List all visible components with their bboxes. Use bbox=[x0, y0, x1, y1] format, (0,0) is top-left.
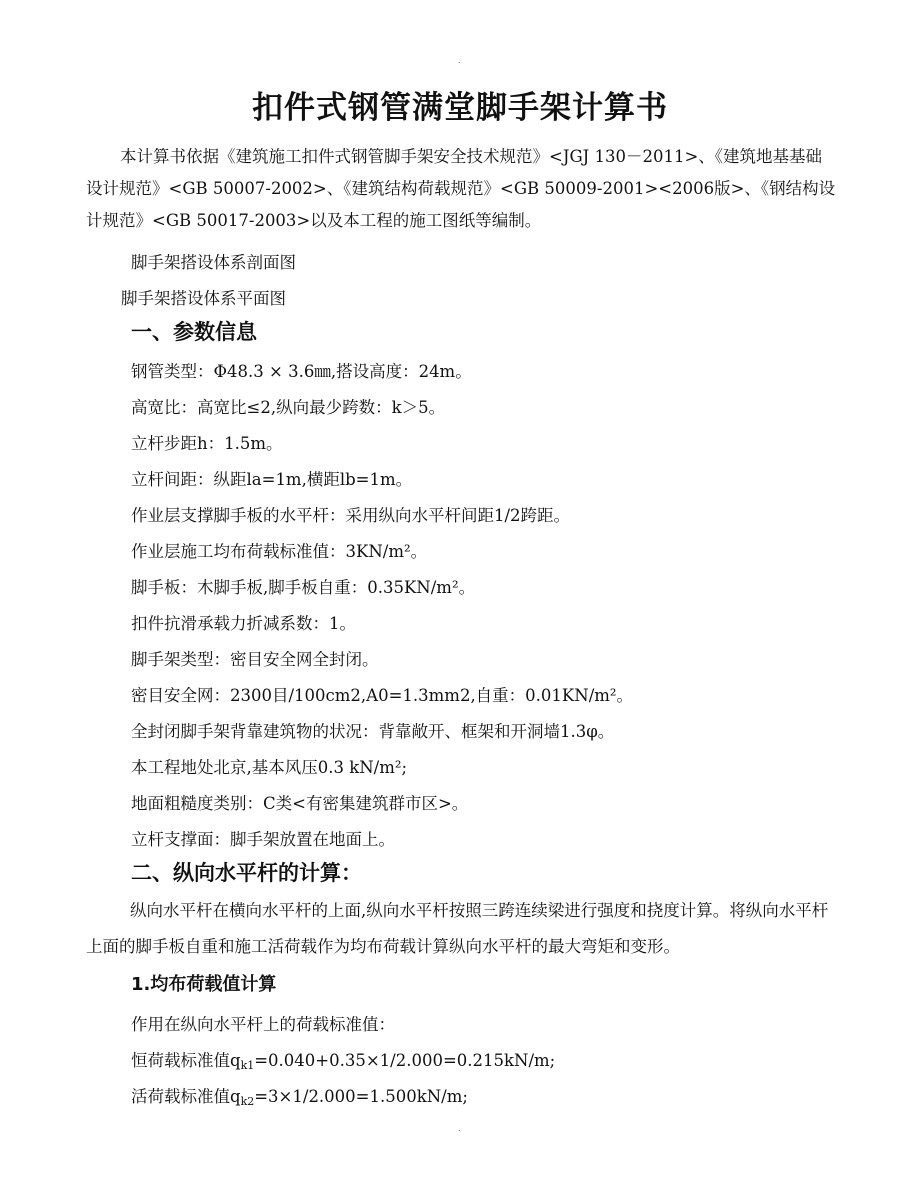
dead-load-value: =0.040+0.35×1/2.000=0.215kN/m; bbox=[254, 1051, 556, 1070]
param-item: 作业层支撑脚手板的水平杆：采用纵向水平杆间距1/2跨距。 bbox=[131, 506, 571, 525]
page-bottom-mark: . bbox=[458, 1124, 461, 1133]
live-load-subscript: k2 bbox=[240, 1095, 255, 1108]
page-top-mark: . bbox=[458, 56, 461, 65]
param-item: 高宽比：高宽比≤2,纵向最少跨数：k＞5。 bbox=[131, 398, 446, 417]
intro-paragraph: 本计算书依据《建筑施工扣件式钢管脚手架安全技术规范》<JGJ 130－2011>、《建筑地基基础设计规范》<GB 50007-2002>、《建筑结构荷载规范》<GB 50009-2001><2006版>、《钢结构设计规范》<GB 50017-2003>以及本工程的施工图纸等编制。 bbox=[86, 147, 836, 230]
live-load-label: 活荷载标准值q bbox=[131, 1087, 241, 1106]
param-item: 立杆步距h：1.5m。 bbox=[131, 434, 283, 453]
dead-load-label: 恒荷载标准值q bbox=[131, 1051, 241, 1070]
param-item: 密目安全网：2300目/100cm2,A0=1.3mm2,自重：0.01KN/m²。 bbox=[131, 686, 634, 705]
dead-load-subscript: k1 bbox=[240, 1059, 255, 1072]
param-item: 立杆间距：纵距la=1m,横距lb=1m。 bbox=[131, 470, 413, 489]
param-item: 脚手板：木脚手板,脚手板自重：0.35KN/m²。 bbox=[131, 578, 476, 597]
dead-load-line bbox=[131, 1047, 555, 1072]
figure-caption-plan-view: 脚手架搭设体系平面图 bbox=[121, 289, 286, 308]
document-title: 扣件式钢管满堂脚手架计算书 bbox=[252, 90, 668, 126]
param-item: 全封闭脚手架背靠建筑物的状况：背靠敞开、框架和开洞墙1.3φ。 bbox=[131, 722, 615, 741]
param-item: 本工程地处北京,基本风压0.3 kN/m²; bbox=[131, 758, 408, 777]
param-item: 脚手架类型：密目安全网全封闭。 bbox=[131, 650, 379, 669]
live-load-value: =3×1/2.000=1.500kN/m; bbox=[254, 1087, 468, 1106]
param-item: 地面粗糙度类别：C类<有密集建筑群市区>。 bbox=[131, 794, 469, 813]
load-intro-line: 作用在纵向水平杆上的荷载标准值： bbox=[131, 1015, 395, 1034]
section1-heading: 一、参数信息 bbox=[131, 320, 257, 344]
param-item: 立杆支撑面：脚手架放置在地面上。 bbox=[131, 830, 395, 849]
section2-heading: 二、纵向水平杆的计算： bbox=[131, 861, 362, 885]
section2-paragraph: 纵向水平杆在横向水平杆的上面,纵向水平杆按照三跨连续梁进行强度和挠度计算。将纵向水平杆上面的脚手板自重和施工活荷载作为均布荷载计算纵向水平杆的最大弯矩和变形。 bbox=[86, 901, 829, 956]
live-load-line bbox=[131, 1083, 468, 1108]
param-item: 钢管类型：Φ48.3 × 3.6㎜,搭设高度：24m。 bbox=[131, 362, 472, 381]
param-item: 作业层施工均布荷载标准值：3KN/m²。 bbox=[131, 542, 428, 561]
figure-caption-section-view: 脚手架搭设体系剖面图 bbox=[131, 253, 296, 272]
subsection-heading: 1.均布荷载值计算 bbox=[131, 974, 277, 995]
param-item: 扣件抗滑承载力折减系数：1。 bbox=[131, 614, 356, 633]
